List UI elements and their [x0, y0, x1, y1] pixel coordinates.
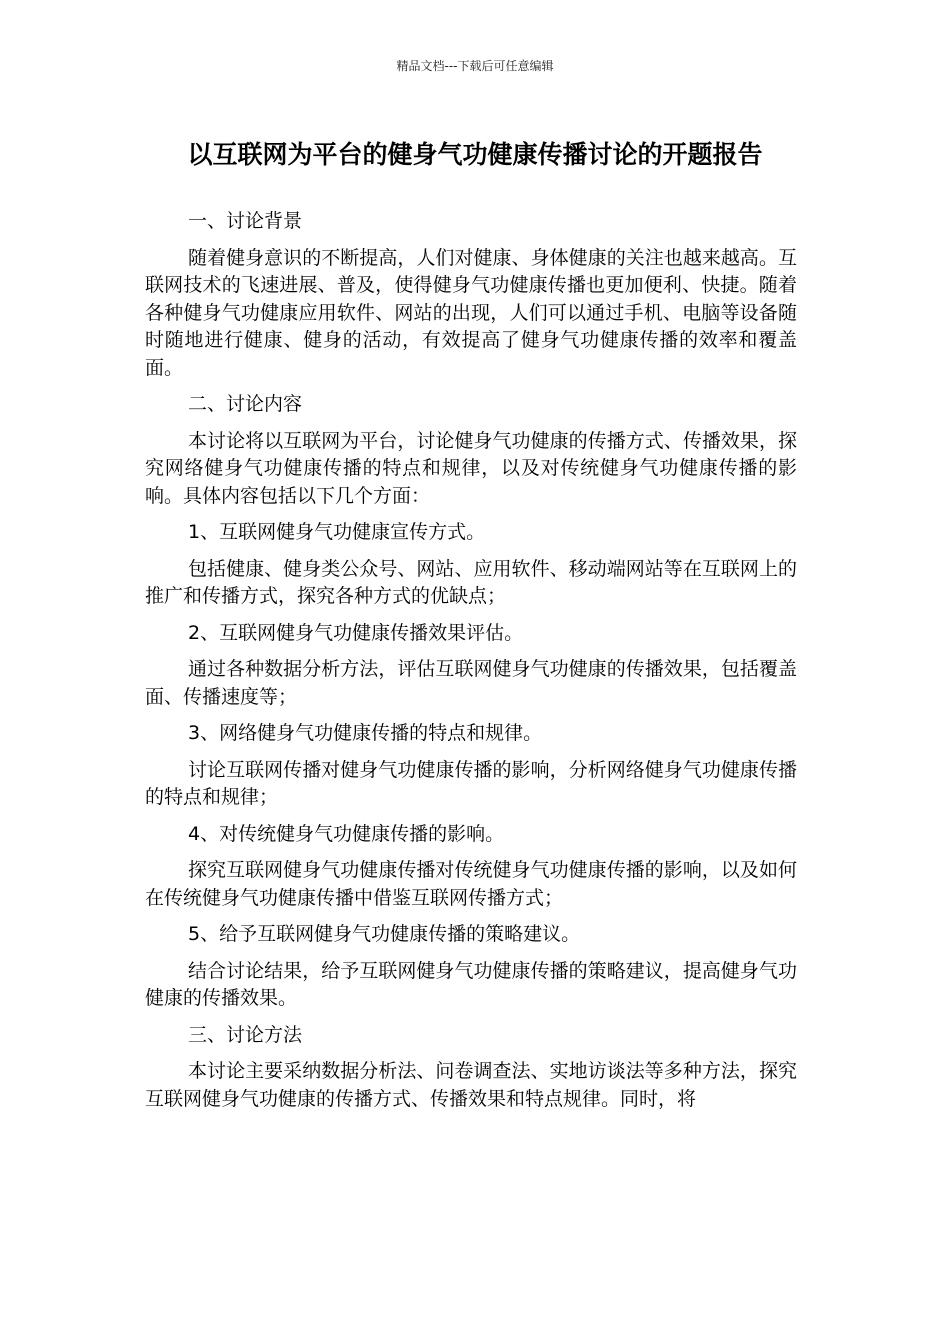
list-item-1-text: 包括健康、健身类公众号、网站、应用软件、移动端网站等在互联网上的推广和传播方式，探究各种方式的优缺点；: [145, 557, 797, 607]
list-item-5-title: 5、给予互联网健身气功健康传播的策略建议。: [188, 923, 581, 945]
page-header-note: 精品文档---下载后可任意编辑: [396, 59, 554, 73]
list-item-4-title: 4、对传统健身气功健康传播的影响。: [188, 822, 505, 845]
paragraph-method: 本讨论主要采纳数据分析法、问卷调查法、实地访谈法等多种方法，探究互联网健身气功健康的传播方式、传播效果和特点规律。同时，将: [145, 1060, 797, 1110]
section-heading-content: 二、讨论内容: [188, 393, 303, 415]
document-title: 以互联网为平台的健身气功健康传播讨论的开题报告: [187, 140, 763, 169]
list-item-2-title: 2、互联网健身气功健康传播效果评估。: [188, 621, 524, 644]
section-heading-method: 三、讨论方法: [188, 1023, 303, 1046]
paragraph-content-intro: 本讨论将以互联网为平台，讨论健身气功健康的传播方式、传播效果，探究网络健身气功健康传播的特点和规律，以及对传统健身气功健康传播的影响。具体内容包括以下几个方面：: [145, 429, 797, 507]
list-item-4-text: 探究互联网健身气功健康传播对传统健身气功健康传播的影响，以及如何在传统健身气功健康传播中借鉴互联网传播方式；: [145, 859, 797, 909]
list-item-3-text: 讨论互联网传播对健身气功健康传播的影响，分析网络健身气功健康传播的特点和规律；: [145, 758, 797, 808]
paragraph-background: 随着健身意识的不断提高，人们对健康、身体健康的关注也越来越高。互联网技术的飞速进展、普及，使得健身气功健康传播也更加便利、快捷。随着各种健身气功健康应用软件、网站的出现，人们可以通过手机、电脑等设备随时随地进行健康、健身的活动，有效提高了健身气功健康传播的效率和覆盖面。: [145, 246, 797, 379]
list-item-2-text: 通过各种数据分析方法，评估互联网健身气功健康的传播效果，包括覆盖面、传播速度等；: [145, 658, 797, 708]
list-item-3-title: 3、网络健身气功健康传播的特点和规律。: [188, 722, 543, 744]
list-item-5-text: 结合讨论结果，给予互联网健身气功健康传播的策略建议，提高健身气功健康的传播效果。: [145, 959, 797, 1009]
section-heading-background: 一、讨论背景: [188, 210, 303, 232]
document-body: [145, 208, 797, 1122]
list-item-1-title: 1、互联网健身气功健康宣传方式。: [188, 521, 486, 543]
